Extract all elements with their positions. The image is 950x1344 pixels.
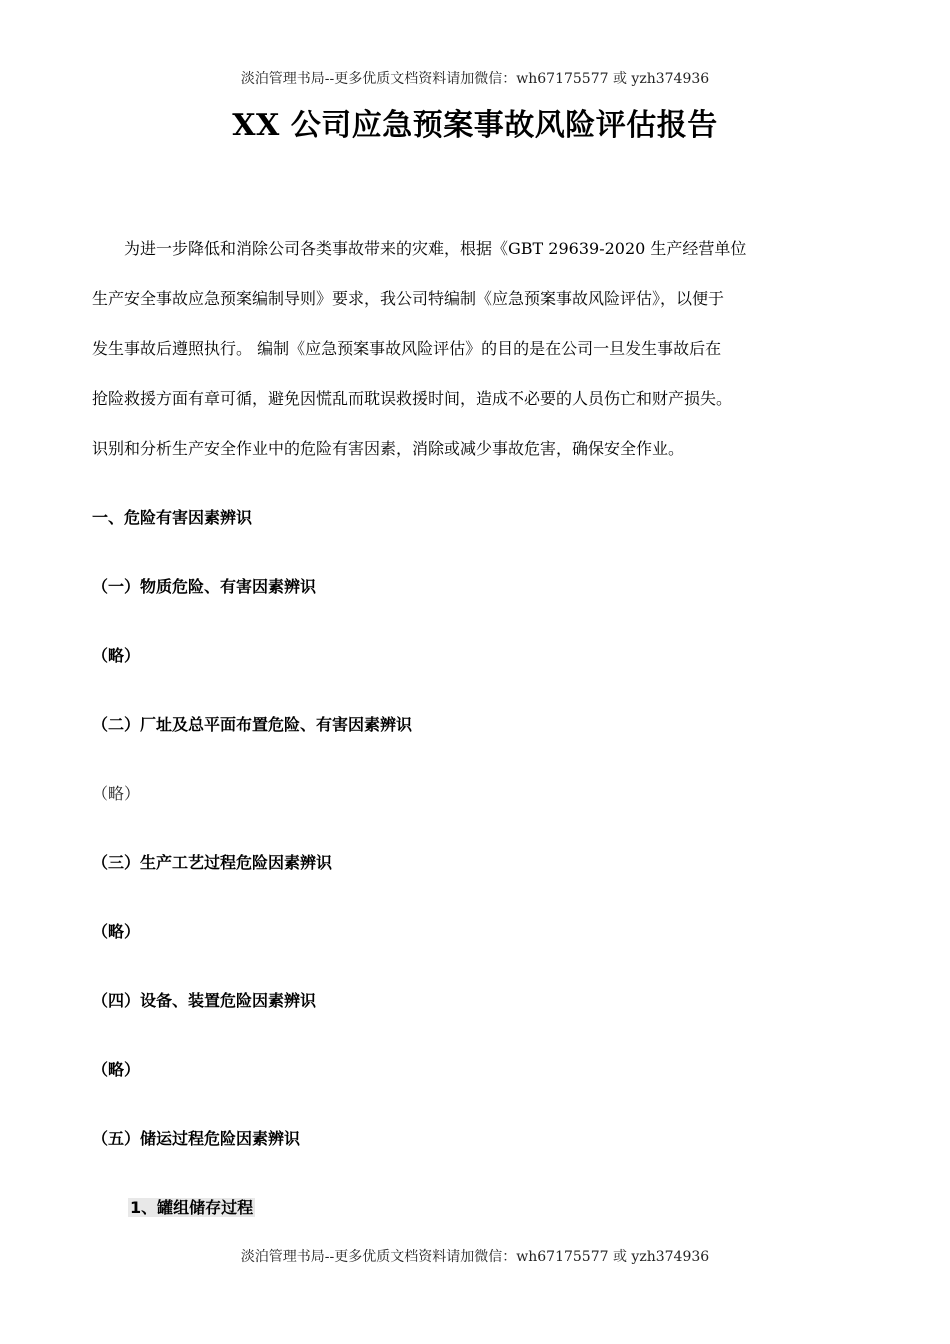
subsection-body-4: （略） — [92, 1060, 141, 1079]
intro-line: 为进一步降低和消除公司各类事故带来的灾难，根据《GBT 29639-2020 生产经营单位 — [124, 239, 747, 258]
subsection-heading-2: （二）厂址及总平面布置危险、有害因素辨识 — [92, 715, 413, 734]
item-heading-text: 1、罐组储存过程 — [130, 1198, 254, 1217]
subsection-heading-1: （一）物质危险、有害因素辨识 — [92, 577, 317, 596]
subsection-heading-3: （三）生产工艺过程危险因素辨识 — [92, 853, 333, 872]
intro-line: 抢险救援方面有章可循，避免因慌乱而耽误救援时间，造成不必要的人员伤亡和财产损失。 — [92, 389, 733, 408]
subsection-body-1: （略） — [92, 646, 141, 665]
intro-line: 生产安全事故应急预案编制导则》要求，我公司特编制《应急预案事故风险评估》，以便于 — [92, 289, 725, 308]
subsection-body-2: （略） — [92, 784, 141, 803]
subsection-heading-5: （五）储运过程危险因素辨识 — [92, 1129, 301, 1148]
section-heading-1: 一、危险有害因素辨识 — [92, 508, 253, 527]
subsection-heading-4: （四）设备、装置危险因素辨识 — [92, 991, 317, 1010]
footer-note: 淡泊管理书局--更多优质文档资料请加微信：wh67175577 或 yzh374936 — [240, 1249, 710, 1265]
intro-line: 发生事故后遵照执行。 编制《应急预案事故风险评估》的目的是在公司一旦发生事故后在 — [92, 339, 722, 358]
intro-line: 识别和分析生产安全作业中的危险有害因素，消除或减少事故危害，确保安全作业。 — [92, 439, 685, 458]
document-title: XX 公司应急预案事故风险评估报告 — [232, 108, 718, 143]
item-heading-1 — [128, 1196, 255, 1220]
subsection-body-3: （略） — [92, 922, 141, 941]
intro-paragraph — [92, 231, 858, 481]
header-note: 淡泊管理书局--更多优质文档资料请加微信：wh67175577 或 yzh374936 — [240, 71, 710, 87]
